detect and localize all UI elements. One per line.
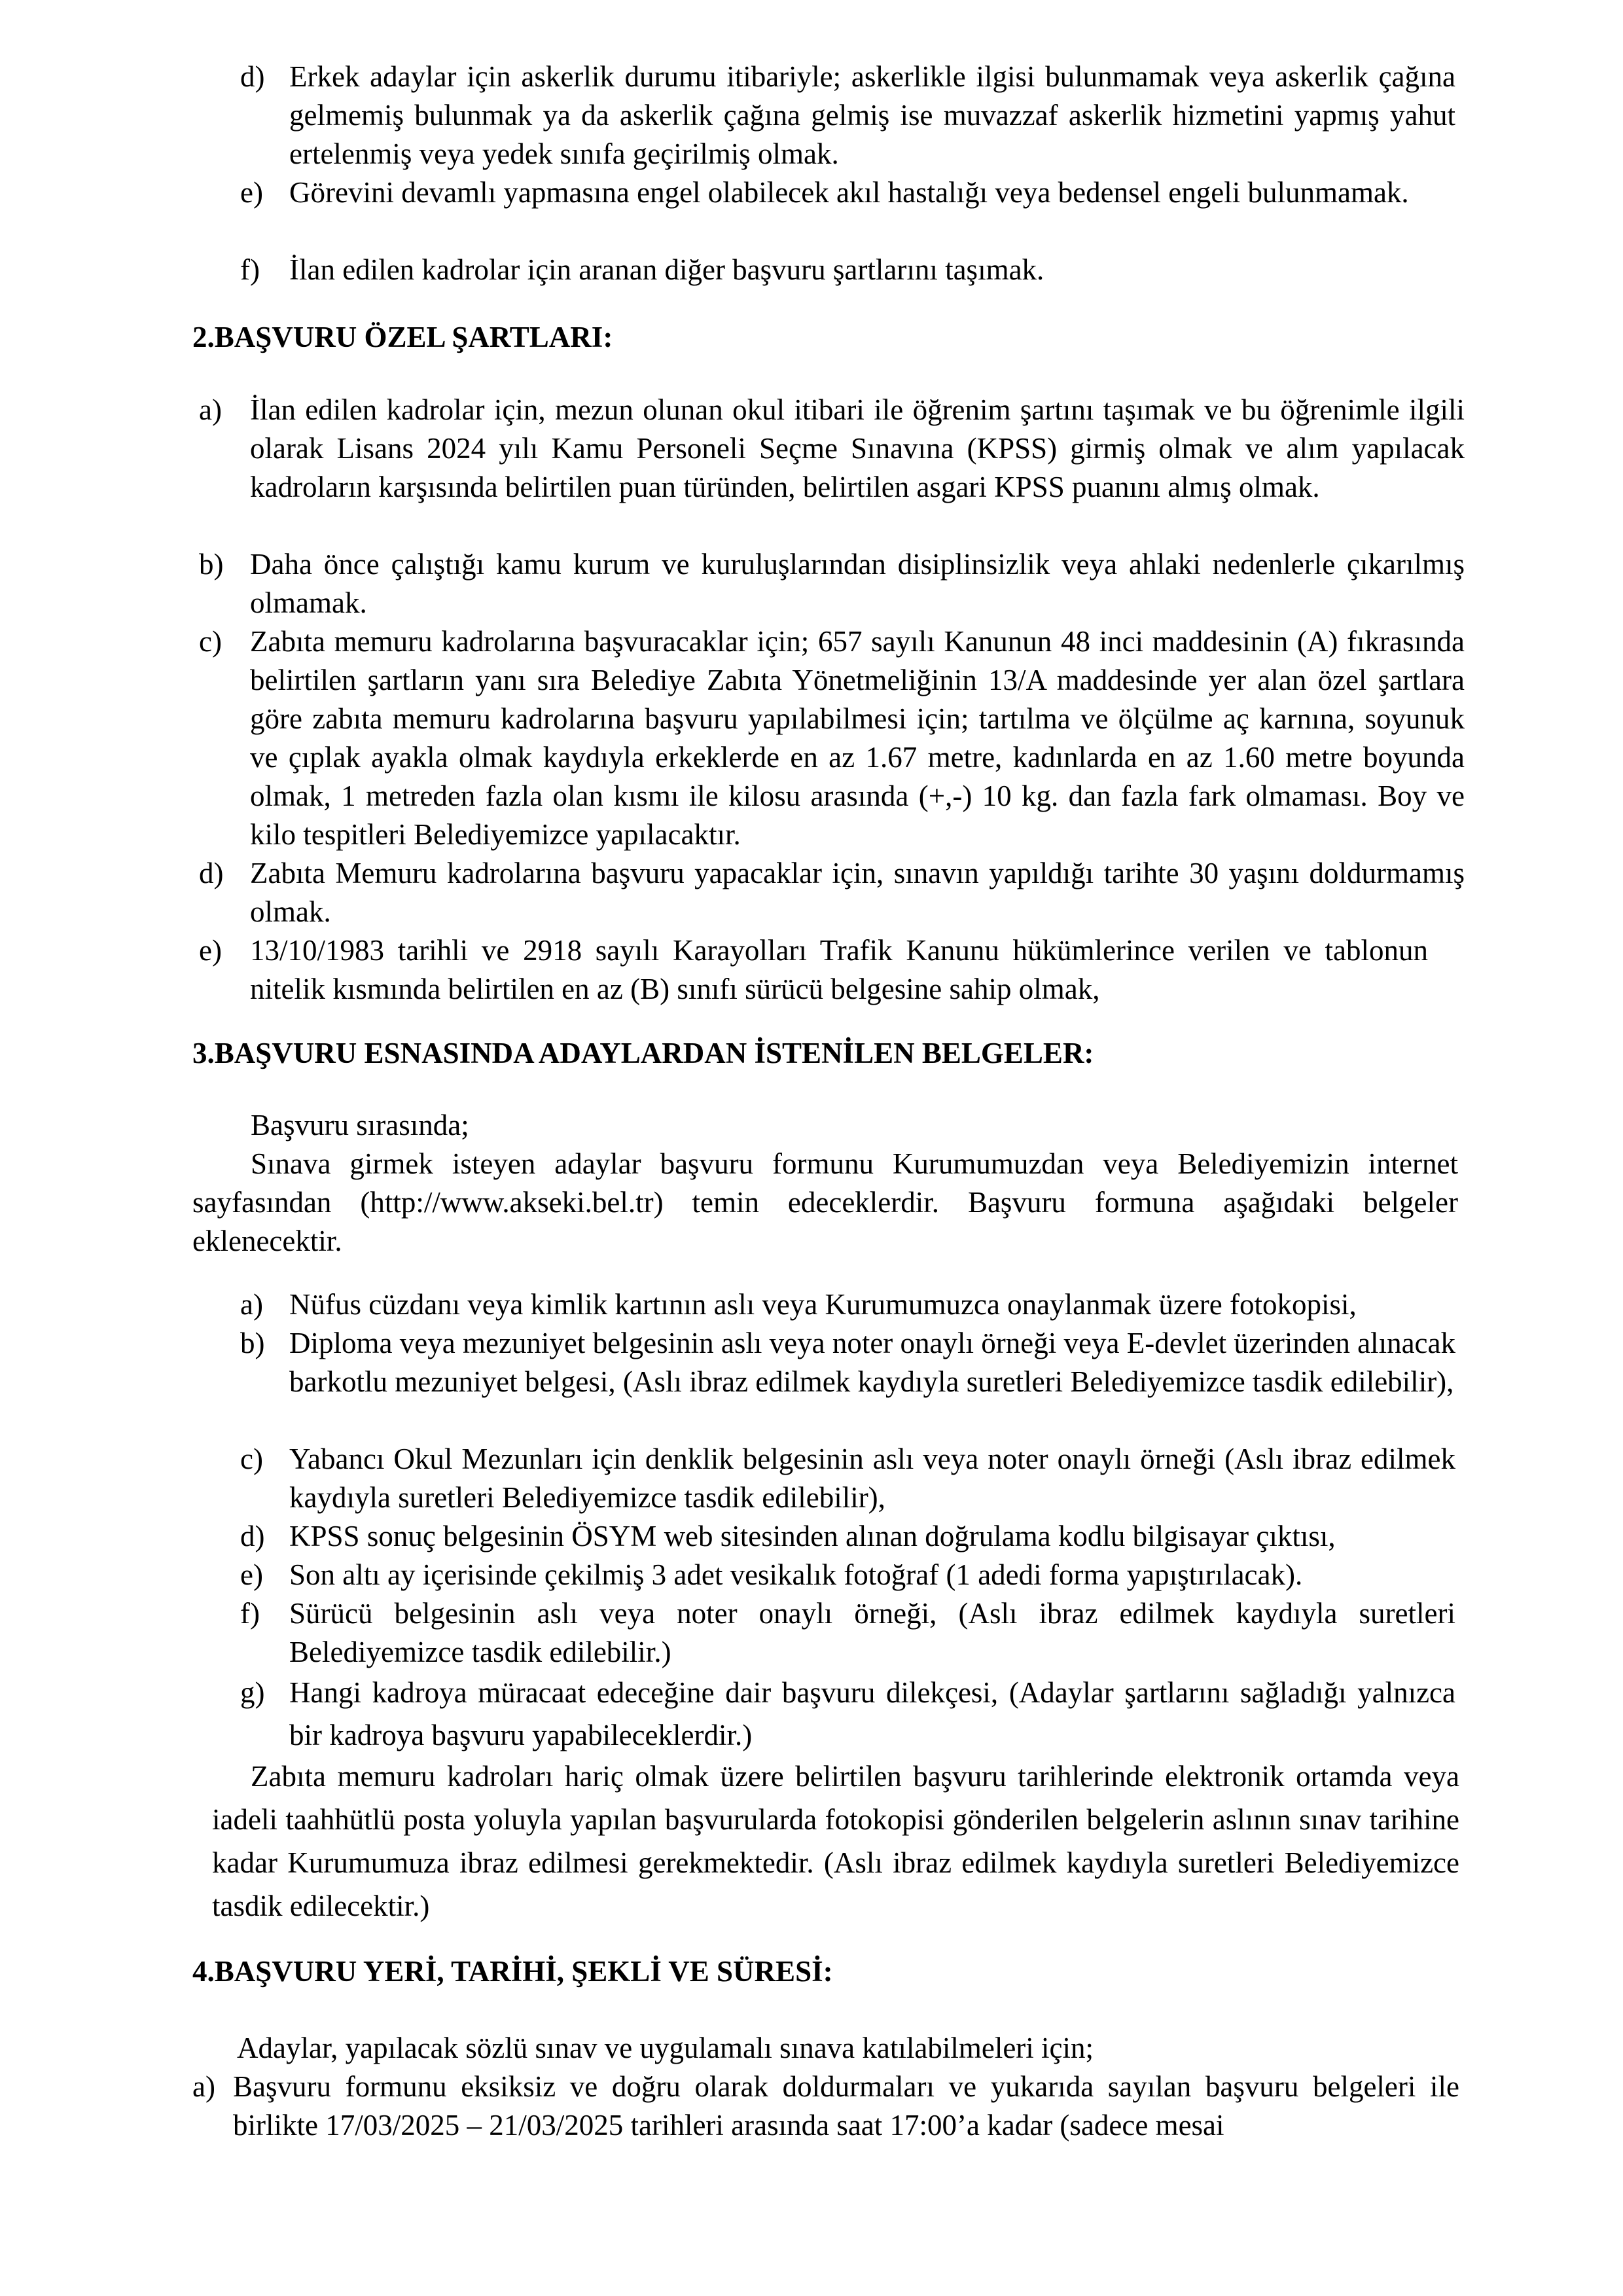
list-item [199, 391, 1465, 545]
required-documents-list [0, 1285, 1623, 1757]
list-item-text: İlan edilen kadrolar için, mezun olunan okul itibari ile öğrenim şartını taşımak ve bu öğrenimle ilgili olarak Lisans 2024 yılı Kamu Personeli Seçme Sınavına (KPSS) girmiş olmak ve alım yapılacak kadroların karşısında belirtilen puan türünden, belirtilen asgari KPSS puanını almış olmak. [250, 393, 1465, 503]
list-marker: e) [199, 934, 222, 967]
list-item [199, 622, 1465, 854]
list-marker: b) [240, 1327, 265, 1359]
list-marker: f) [240, 1597, 260, 1630]
list-item [240, 1324, 1455, 1440]
closing-paragraph: Zabıta memuru kadroları hariç olmak üzere belirtilen başvuru tarihlerinde elektronik ortamda veya iadeli taahhütlü posta yoluyla yapılan başvurularda fotokopisi gönderilen belgelerin aslının sınav tarihine kadar Kurumumuza ibraz edilmesi gerekmektedir. (Aslı ibraz edilmek kaydıyla suretleri Belediyemizce tasdik edilecektir.) [212, 1760, 1459, 1922]
application-list [0, 2068, 1623, 2145]
list-marker: f) [240, 253, 260, 286]
list-marker: a) [192, 2070, 215, 2103]
section-heading: 2.BAŞVURU ÖZEL ŞARTLARI: [192, 321, 613, 353]
list-item [240, 251, 1455, 289]
list-marker: c) [240, 1443, 263, 1475]
intro-line: Adaylar, yapılacak sözlü sınav ve uygulamalı sınava katılabilmeleri için; [237, 2032, 1094, 2064]
list-marker: e) [240, 1558, 263, 1591]
list-item-text: Diploma veya mezuniyet belgesinin aslı veya noter onaylı örneği veya E-devlet üzerinden alınacak barkotlu mezuniyet belgesi, (Aslı ibraz edilmek kaydıyla suretleri Belediyemizce tasdik edilebilir), [289, 1327, 1455, 1398]
list-marker: b) [199, 548, 224, 581]
intro-paragraph: Sınava girmek isteyen adaylar başvuru formunu Kurumumuzdan veya Belediyemizin internet sayfasından (http://www.akseki.bel.tr) temin edeceklerdir. Başvuru formuna aşağıdaki belgeler eklenecektir. [192, 1147, 1458, 1257]
list-item-text: Hangi kadroya müracaat edeceğine dair başvuru dilekçesi, (Adaylar şartlarını sağladığı yalnızca bir kadroya başvuru yapabileceklerdir.) [289, 1676, 1455, 1751]
list-marker: d) [240, 1520, 265, 1552]
list-item-text: Sürücü belgesinin aslı veya noter onaylı örneği, (Aslı ibraz edilmek kaydıyla suretleri Belediyemizce tasdik edilebilir.) [289, 1597, 1455, 1668]
list-item-text: Daha önce çalıştığı kamu kurum ve kuruluşlarından disiplinsizlik veya ahlaki nedenlerle çıkarılmış olmamak. [250, 548, 1465, 619]
list-marker: d) [199, 857, 224, 889]
special-requirements-list [0, 391, 1623, 1009]
general-requirements-list [0, 58, 1623, 289]
list-item-text: Görevini devamlı yapmasına engel olabilecek akıl hastalığı veya bedensel engeli bulunmamak. [289, 176, 1409, 209]
list-item-text: Yabancı Okul Mezunları için denklik belgesinin aslı veya noter onaylı örneği (Aslı ibraz edilmek kaydıyla suretleri Belediyemizce tasdik edilebilir), [289, 1443, 1455, 1514]
list-marker: a) [199, 393, 222, 426]
list-item [240, 58, 1455, 173]
section-heading: 3.BAŞVURU ESNASINDA ADAYLARDAN İSTENİLEN BELGELER: [192, 1037, 1094, 1069]
list-item-text: Başvuru formunu eksiksiz ve doğru olarak doldurmaları ve yukarıda sayılan başvuru belgeleri ile birlikte 17/03/2025 – 21/03/2025 tarihleri arasında saat 17:00’a kadar (sadece mesai [233, 2070, 1459, 2142]
list-item [240, 1285, 1455, 1324]
list-item-text: Zabıta Memuru kadrolarına başvuru yapacaklar için, sınavın yapıldığı tarihte 30 yaşını doldurmamış olmak. [250, 857, 1465, 928]
list-item [199, 545, 1465, 622]
list-marker: d) [240, 60, 265, 93]
section-heading: 4.BAŞVURU YERİ, TARİHİ, ŞEKLİ VE SÜRESİ: [192, 1955, 833, 1988]
list-item [192, 2068, 1459, 2145]
list-marker: e) [240, 176, 263, 209]
list-item [240, 1440, 1455, 1517]
intro-line: Başvuru sırasında; [251, 1109, 469, 1141]
list-item [240, 1672, 1455, 1757]
list-item-text: Erkek adaylar için askerlik durumu itibariyle; askerlikle ilgisi bulunmamak veya askerlik çağına gelmemiş bulunmak ya da askerlik çağına gelmiş ise muvazzaf askerlik hizmetini yapmış yahut ertelenmiş veya yedek sınıfa geçirilmiş olmak. [289, 60, 1455, 170]
list-item [240, 1517, 1455, 1556]
list-item-text: Son altı ay içerisinde çekilmiş 3 adet vesikalık fotoğraf (1 adedi forma yapıştırılacak). [289, 1558, 1303, 1591]
list-item-text: KPSS sonuç belgesinin ÖSYM web sitesinden alınan doğrulama kodlu bilgisayar çıktısı, [289, 1520, 1336, 1552]
list-item [199, 854, 1465, 931]
list-marker: g) [240, 1676, 265, 1709]
list-item-text: Nüfus cüzdanı veya kimlik kartının aslı veya Kurumumuzca onaylanmak üzere fotokopisi, [289, 1288, 1357, 1321]
list-item-text: İlan edilen kadrolar için aranan diğer başvuru şartlarını taşımak. [289, 253, 1044, 286]
list-item-text: Zabıta memuru kadrolarına başvuracaklar için; 657 sayılı Kanunun 48 inci maddesinin (A) fıkrasında belirtilen şartların yanı sıra Belediye Zabıta Yönetmeliğinin 13/A maddesinde yer alan özel şartlara göre zabıta memuru kadrolarına başvuru yapılabilmesi için; tartılma ve ölçülme aç karnına, soyunuk ve çıplak ayakla olmak kaydıyla erkeklerde en az 1.67 metre, kadınlarda en az 1.60 metre boyunda olmak, 1 metreden fazla olan kısmı ile kilosu arasında (+,-) 10 kg. dan fazla fark olmaması. Boy ve kilo tespitleri Belediyemizce yapılacaktır. [250, 625, 1465, 851]
list-item [199, 931, 1428, 1009]
list-item [240, 1556, 1455, 1594]
list-marker: c) [199, 625, 222, 658]
list-marker: a) [240, 1288, 263, 1321]
list-item [240, 1594, 1455, 1672]
list-item [240, 173, 1455, 251]
list-item-text: 13/10/1983 tarihli ve 2918 sayılı Karayolları Trafik Kanunu hükümlerince verilen ve tablonun nitelik kısmında belirtilen en az (B) sınıfı sürücü belgesine sahip olmak, [250, 934, 1428, 1005]
